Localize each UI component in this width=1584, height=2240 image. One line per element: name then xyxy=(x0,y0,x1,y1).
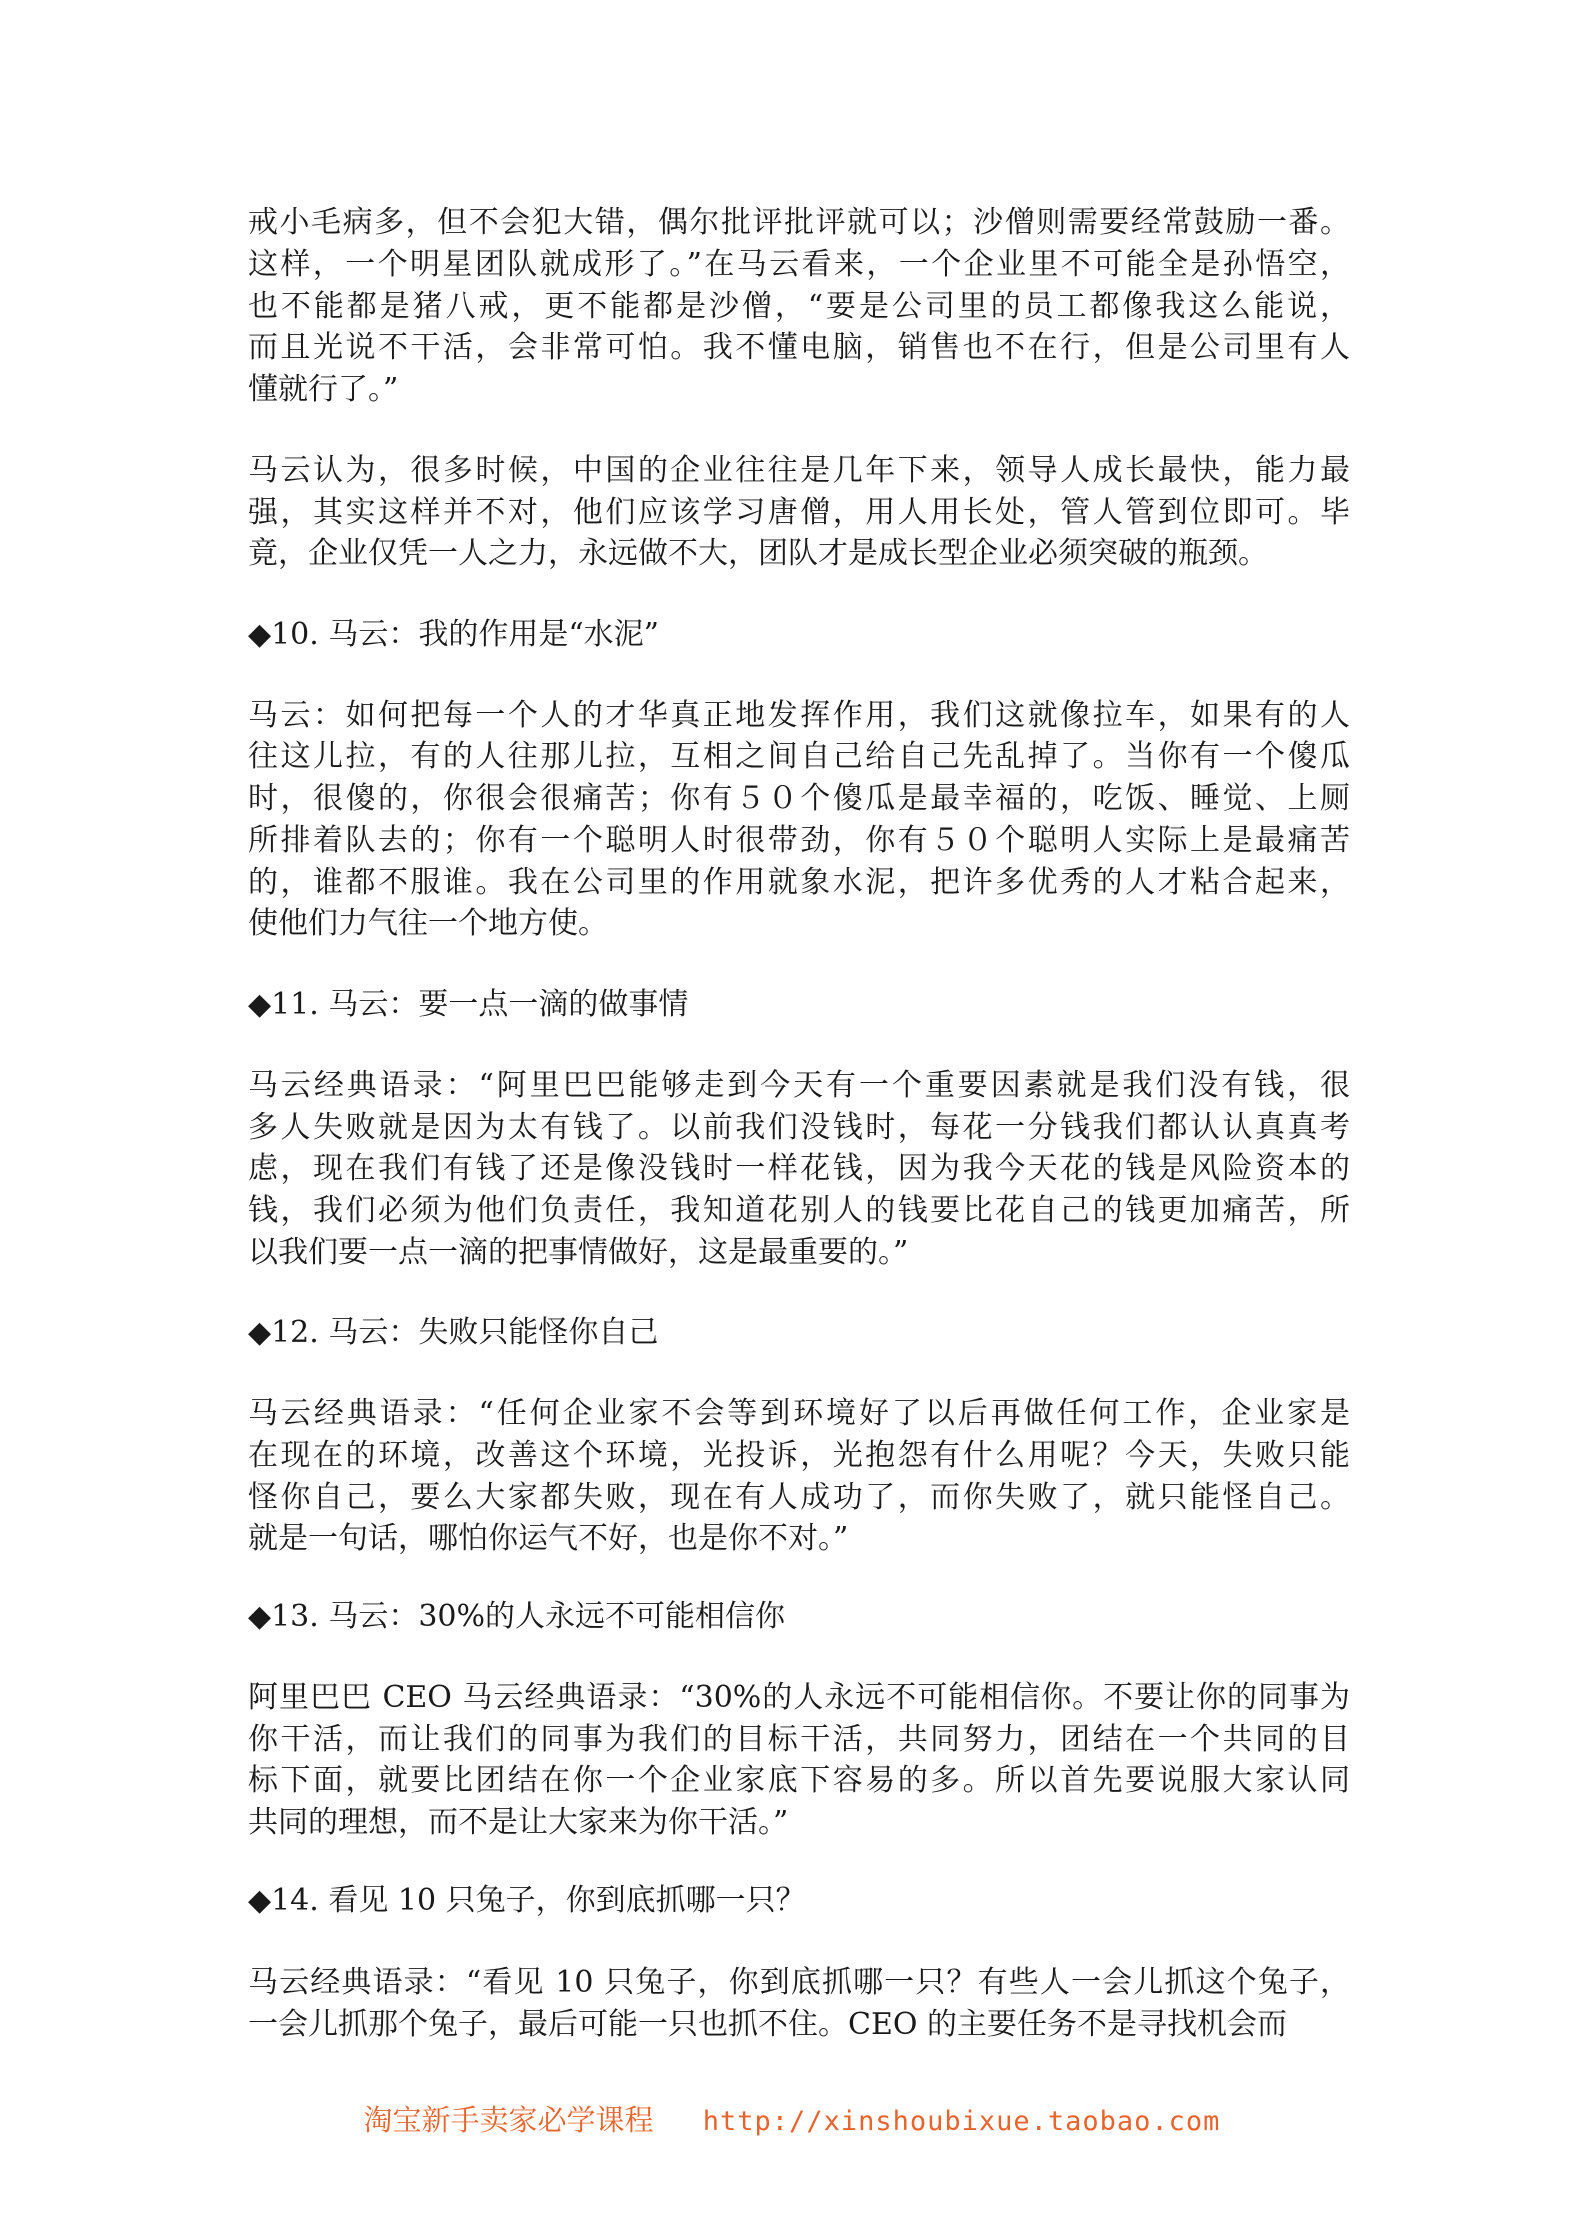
paragraph-line: 阿里巴巴 CEO 马云经典语录：“30%的人永远不可能相信你。不要让你的同事为 xyxy=(248,1680,1350,1715)
paragraph-line: 的，谁都不服谁。我在公司里的作用就象水泥，把许多优秀的人才粘合起来， xyxy=(248,865,1350,900)
paragraph-line: 标下面，就要比团结在你一个企业家底下容易的多。所以首先要说服大家认同 xyxy=(248,1763,1350,1798)
paragraph-line: 马云经典语录：“阿里巴巴能够走到今天有一个重要因素就是我们没有钱，很 xyxy=(248,1068,1350,1103)
paragraph-line: 时，很傻的，你很会很痛苦；你有５０个傻瓜是最幸福的，吃饭、睡觉、上厕 xyxy=(248,781,1350,816)
paragraph-line: 这样，一个明星团队就成形了。”在马云看来，一个企业里不可能全是孙悟空， xyxy=(248,247,1350,282)
paragraph-line: 怪你自己，要么大家都失败，现在有人成功了，而你失败了，就只能怪自己。 xyxy=(248,1480,1350,1515)
paragraph-line: 虑，现在我们有钱了还是像没钱时一样花钱，因为我今天花的钱是风险资本的 xyxy=(248,1151,1350,1186)
paragraph-line: 在现在的环境，改善这个环境，光投诉，光抱怨有什么用呢？今天，失败只能 xyxy=(248,1438,1350,1473)
paragraph-line: 戒小毛病多，但不会犯大错，偶尔批评批评就可以；沙僧则需要经常鼓励一番。 xyxy=(248,205,1350,240)
section-heading: ◆12. 马云：失败只能怪你自己 xyxy=(248,1315,659,1350)
footer-url-link[interactable]: http://xinshoubixue.taobao.com xyxy=(702,2106,1221,2137)
paragraph-line: 所排着队去的；你有一个聪明人时很带劲，你有５０个聪明人实际上是最痛苦 xyxy=(248,823,1350,858)
paragraph-line: 就是一句话，哪怕你运气不好，也是你不对。” xyxy=(248,1521,849,1556)
paragraph-line: 马云认为，很多时候，中国的企业往往是几年下来，领导人成长最快，能力最 xyxy=(248,453,1350,488)
section-heading: ◆10. 马云：我的作用是“水泥” xyxy=(248,617,659,652)
paragraph-line: 马云：如何把每一个人的才华真正地发挥作用，我们这就像拉车，如果有的人 xyxy=(248,698,1350,733)
paragraph-line: 强，其实这样并不对，他们应该学习唐僧，用人用长处，管人管到位即可。毕 xyxy=(248,495,1350,530)
footer-course-title: 淘宝新手卖家必学课程 xyxy=(363,2103,654,2137)
paragraph-line: 也不能都是猪八戒，更不能都是沙僧，“要是公司里的员工都像我这么能说， xyxy=(248,289,1350,324)
section-heading: ◆14. 看见 10 只兔子，你到底抓哪一只？ xyxy=(248,1883,806,1918)
paragraph-line: 懂就行了。” xyxy=(248,372,399,407)
paragraph-line: 钱，我们必须为他们负责任，我知道花别人的钱要比花自己的钱更加痛苦，所 xyxy=(248,1193,1350,1228)
paragraph-line: 使他们力气往一个地方使。 xyxy=(248,906,608,941)
paragraph-line: 马云经典语录：“任何企业家不会等到环境好了以后再做任何工作，企业家是 xyxy=(248,1396,1350,1431)
paragraph-line: 往这儿拉，有的人往那儿拉，互相之间自己给自己先乱掉了。当你有一个傻瓜 xyxy=(248,739,1350,774)
paragraph-line: 而且光说不干活，会非常可怕。我不懂电脑，销售也不在行，但是公司里有人 xyxy=(248,330,1350,365)
section-heading: ◆11. 马云：要一点一滴的做事情 xyxy=(248,987,689,1022)
page-footer xyxy=(0,2098,1584,2139)
section-heading: ◆13. 马云：30%的人永远不可能相信你 xyxy=(248,1599,785,1634)
paragraph-line: 多人失败就是因为太有钱了。以前我们没钱时，每花一分钱我们都认认真真考 xyxy=(248,1110,1350,1145)
paragraph-line: 你干活，而让我们的同事为我们的目标干活，共同努力，团结在一个共同的目 xyxy=(248,1722,1350,1757)
paragraph-line: 一会儿抓那个兔子，最后可能一只也抓不住。CEO 的主要任务不是寻找机会而 xyxy=(248,2007,1287,2042)
paragraph-line: 马云经典语录：“看见 10 只兔子，你到底抓哪一只？有些人一会儿抓这个兔子， xyxy=(248,1965,1350,2000)
paragraph-line: 竟，企业仅凭一人之力，永远做不大，团队才是成长型企业必须突破的瓶颈。 xyxy=(248,536,1268,571)
paragraph-line: 以我们要一点一滴的把事情做好，这是最重要的。” xyxy=(248,1235,909,1270)
paragraph-line: 共同的理想，而不是让大家来为你干活。” xyxy=(248,1805,789,1840)
